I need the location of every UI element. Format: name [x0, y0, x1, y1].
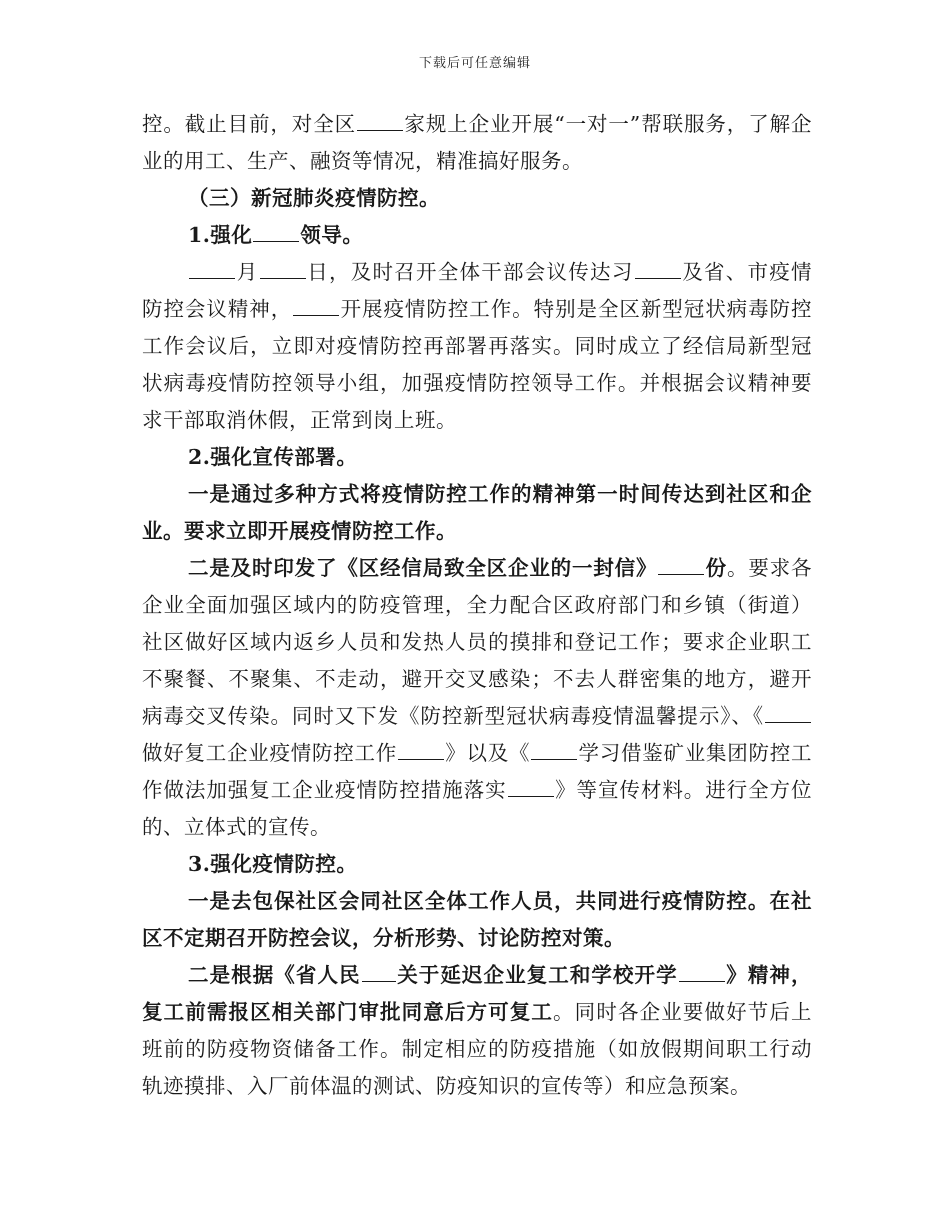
paragraph-service [142, 106, 812, 180]
text-span: 及省、市疫情防控会议精神， [142, 260, 812, 321]
blank-field [508, 774, 554, 797]
paragraph-leadership [142, 254, 812, 439]
subheading-1 [142, 217, 812, 254]
text-span: 1.强化 [188, 223, 253, 247]
text-span: 份 [705, 556, 728, 580]
subheading-2: 2.强化宣传部署。 [188, 445, 358, 469]
text-span: 。同时各企业要做好节后上班前的防疫物资储备工作。制定相应的防疫措施（如放假期间职工行动轨迹摸排、入厂前体温的测试、防疫知识的宣传等）和应急预案。 [142, 1000, 813, 1098]
blank-field [765, 700, 811, 723]
blank-field [362, 959, 396, 982]
page-header: 下载后可任意编辑 [418, 56, 531, 71]
section-heading-three: （三）新冠肺炎疫情防控。 [188, 186, 440, 210]
text-span: 》精神，复工前需报区相关部门审批同意后方可复工 [142, 963, 813, 1024]
text-span: 控。截止目前，对全区 [142, 112, 357, 136]
text-span: 》以及《 [445, 741, 531, 765]
text-span: 二是及时印发了《区经信局致全区企业的一封信》 [188, 556, 658, 580]
blank-field [635, 256, 681, 279]
blank-field [253, 219, 299, 242]
text-span: 做好复工企业疫情防控工作 [142, 741, 397, 765]
blank-field [398, 737, 444, 760]
paragraph-control-2 [142, 957, 812, 1105]
text-span: 开展疫情防控工作。特别是全区新型冠状病毒防控工作会议后，立即对疫情防控再部署再落实。同时成立了经信局新型冠状病毒疫情防控领导小组，加强疫情防控领导工作。并根据会议精神要求干部取消休假，正常到岗上班。 [142, 297, 813, 432]
text-span: 》等宣传材料。进行全方位的、立体式的宣传。 [142, 778, 813, 839]
paragraph-propaganda-2 [142, 550, 812, 846]
blank-field [679, 959, 725, 982]
blank-field [531, 737, 577, 760]
text-span: 。要求各企业全面加强区域内的防疫管理，全力配合区政府部门和乡镇（街道）社区做好区域内返乡人员和发热人员的摸排和登记工作；要求企业职工不聚餐、不聚集、不走动，避开交叉感染；不去人群密集的地方，避开病毒交叉传染。同时又下发《防控新型冠状病毒疫情温馨提示》、《 [142, 556, 813, 728]
paragraph-control-1: 一是去包保社区会同社区全体工作人员，共同进行疫情防控。在社区不定期召开防控会议，分析形势、讨论防控对策。 [142, 889, 812, 950]
blank-field [189, 256, 235, 279]
text-span: 家规上企业开展“一对一”帮联服务，了解企业的用工、生产、融资等情况，精准搞好服务。 [142, 112, 812, 173]
text-span: 二是根据《省人民 [188, 963, 361, 987]
text-span: 学习借鉴矿业集团防控工作做法加强复工企业疫情防控措施落实 [142, 741, 812, 802]
blank-field [260, 256, 306, 279]
subheading-3: 3.强化疫情防控。 [188, 852, 358, 876]
blank-field [293, 293, 339, 316]
blank-field [357, 108, 403, 131]
blank-field [658, 552, 704, 575]
text-span: 关于延迟企业复工和学校开学 [396, 963, 678, 987]
document-body [142, 106, 812, 1105]
text-span: 月 [236, 260, 259, 284]
text-span: 领导。 [300, 223, 364, 247]
paragraph-propaganda-1: 一是通过多种方式将疫情防控工作的精神第一时间传达到社区和企业。要求立即开展疫情防控工作。 [142, 482, 812, 543]
text-span: 日，及时召开全体干部会议传达习 [306, 260, 634, 284]
